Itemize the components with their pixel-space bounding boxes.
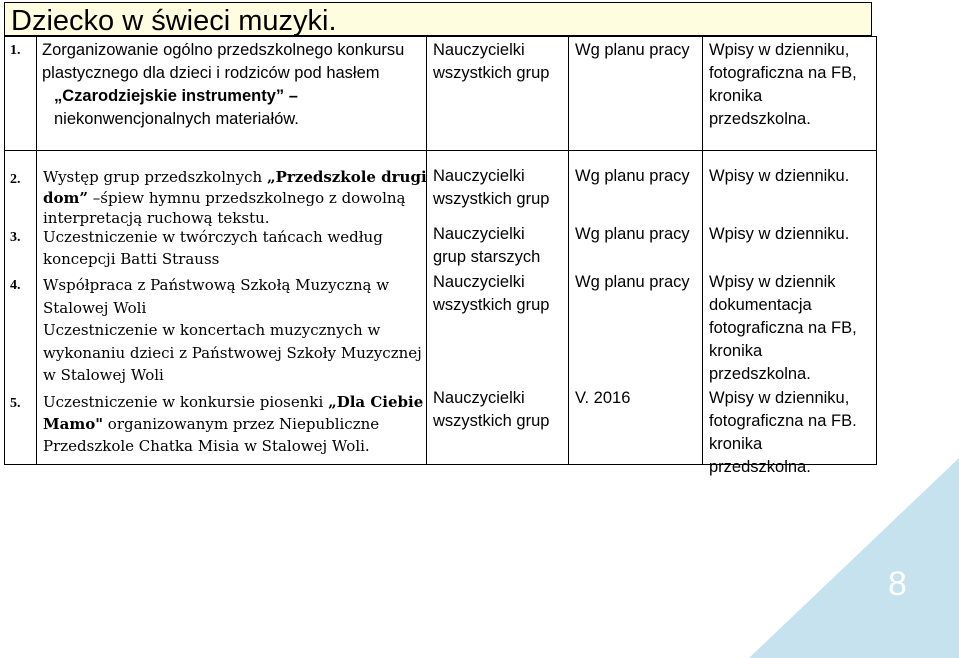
page-title: Dziecko w świeci muzyki. — [11, 5, 337, 37]
desc-line: interpretacją ruchową tekstu. — [43, 209, 270, 227]
when-text: Wg planu pracy — [575, 167, 690, 185]
evidence-line: kronika — [709, 435, 763, 453]
row5-description — [43, 391, 423, 457]
row-number: 2. — [10, 172, 21, 187]
desc-line: niekonwencjonalnych materiałów. — [54, 110, 299, 128]
desc-part: Uczestniczenie w konkursie piosenki — [43, 393, 329, 411]
desc-line: Współpraca z Państwową Szkołą Muzyczną w — [43, 276, 390, 294]
who-cell — [427, 151, 569, 465]
who-block — [433, 387, 549, 433]
desc-line: plastycznego dla dzieci i rodziców pod hasłem — [42, 64, 380, 82]
desc-line: „Czarodziejskie instrumenty” – — [54, 87, 298, 105]
when-text: V. 2016 — [575, 389, 631, 407]
evidence-line: dokumentacja — [709, 296, 812, 314]
row4-description — [43, 274, 422, 387]
evidence-line: przedszkolna. — [709, 110, 811, 128]
evidence-line: fotograficzna na FB, — [709, 319, 857, 337]
desc-part: „Dla Ciebie — [328, 393, 424, 411]
row-number-cell — [5, 37, 37, 151]
who-line: Nauczycielki — [433, 167, 525, 185]
evidence-line: Wpisy w dzienniku. — [709, 225, 850, 243]
table-row — [5, 37, 877, 151]
desc-line: w Stalowej Woli — [43, 366, 164, 384]
desc-line: Zorganizowanie ogólno przedszkolnego konkursu — [42, 41, 405, 59]
activity-table — [4, 36, 877, 476]
table-row — [5, 151, 877, 465]
desc-line: wykonaniu dzieci z Państwowej Szkoły Muzycznej — [43, 343, 422, 362]
desc-line: Uczestniczenie w twórczych tańcach według — [43, 228, 383, 246]
evidence-line: fotograficzna na FB, — [709, 64, 857, 82]
desc-part: Występ grup przedszkolnych — [43, 168, 267, 186]
row-number: 3. — [10, 230, 21, 245]
who-block — [433, 271, 549, 317]
who-line: Nauczycielki — [433, 389, 525, 407]
who-block — [433, 223, 540, 269]
who-line: Nauczycielki — [433, 225, 525, 243]
evidence-line: Wpisy w dzienniku, — [709, 41, 850, 59]
who-line: wszystkich grup — [433, 190, 550, 208]
evidence-cell — [703, 151, 877, 476]
corner-decoration — [749, 458, 959, 658]
when-cell — [569, 151, 703, 465]
evidence-line: kronika — [709, 87, 763, 105]
evidence-line: przedszkolna. — [709, 458, 811, 476]
row-number: 4. — [10, 278, 21, 293]
evidence-line: kronika — [709, 342, 763, 360]
when-text: Wg planu pracy — [575, 273, 690, 291]
desc-line: Uczestniczenie w koncertach muzycznych w — [43, 321, 381, 339]
desc-part: –śpiew hymnu przedszkolnego z dowolną — [88, 189, 406, 207]
evidence-line: Wpisy w dzienniku, — [709, 389, 850, 407]
desc-part: organizowanym przez Niepubliczne — [103, 415, 380, 433]
desc-line: Przedszkole Chatka Misia w Stalowej Woli. — [43, 437, 370, 455]
desc-line: koncepcji Batti Strauss — [43, 250, 220, 268]
when-cell — [569, 37, 703, 151]
desc-part: dom” — [43, 189, 88, 207]
who-block — [433, 165, 549, 211]
when-text: Wg planu pracy — [575, 225, 690, 243]
row-number: 1. — [10, 43, 21, 58]
who-line: Nauczycielki — [433, 273, 525, 291]
who-line: wszystkich grup — [433, 64, 550, 82]
row-number: 5. — [10, 396, 21, 411]
who-line: wszystkich grup — [433, 412, 550, 430]
evidence-line: przedszkolna. — [709, 365, 811, 383]
who-cell — [427, 37, 569, 151]
corner-triangle — [749, 458, 959, 658]
title-banner — [4, 2, 872, 36]
who-line: grup starszych — [433, 248, 541, 266]
evidence-line: fotograficzna na FB. — [709, 412, 857, 430]
row-number-cell — [5, 151, 37, 465]
description-cell — [37, 151, 427, 465]
description-cell — [37, 37, 427, 151]
desc-part: Mamo" — [43, 415, 104, 433]
row3-description-block — [43, 226, 383, 270]
desc-line: Stalowej Woli — [43, 298, 147, 317]
row2-description — [43, 166, 427, 228]
evidence-cell — [703, 37, 877, 151]
when-text: Wg planu pracy — [575, 41, 690, 59]
evidence-block — [709, 271, 857, 386]
who-line: Nauczycielki — [433, 41, 525, 59]
evidence-line: Wpisy w dzienniku. — [709, 167, 850, 185]
evidence-line: Wpisy w dziennik — [709, 273, 836, 291]
page-number: 8 — [888, 565, 907, 603]
who-line: wszystkich grup — [433, 296, 550, 314]
desc-part: „Przedszkole drugi — [266, 168, 427, 186]
